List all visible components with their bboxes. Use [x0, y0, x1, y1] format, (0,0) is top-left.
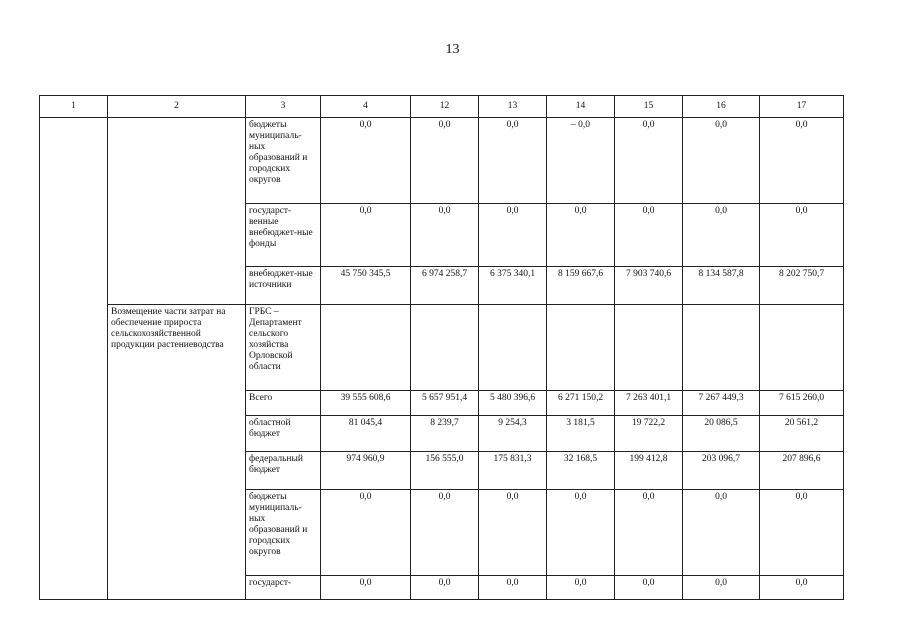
header-cell: 4 — [321, 96, 411, 118]
value-cell: 9 254,3 — [479, 416, 547, 452]
value-cell: 45 750 345,5 — [321, 267, 411, 305]
value-cell: 0,0 — [321, 490, 411, 576]
value-cell: 0,0 — [760, 490, 844, 576]
value-cell: 203 096,7 — [683, 452, 760, 490]
value-cell: 7 267 449,3 — [683, 391, 760, 416]
value-cell: 8 134 587,8 — [683, 267, 760, 305]
value-cell: 0,0 — [615, 118, 683, 204]
row-number-cell — [40, 118, 108, 600]
value-cell: 81 045,4 — [321, 416, 411, 452]
value-cell — [615, 305, 683, 391]
measure-cell — [108, 118, 246, 305]
value-cell: 199 412,8 — [615, 452, 683, 490]
value-cell: 0,0 — [411, 490, 479, 576]
source-cell: областной бюджет — [246, 416, 321, 452]
table-row — [40, 305, 844, 391]
value-cell: 0,0 — [321, 576, 411, 600]
value-cell: 0,0 — [760, 118, 844, 204]
value-cell: 0,0 — [615, 490, 683, 576]
value-cell: 20 086,5 — [683, 416, 760, 452]
value-cell: 0,0 — [411, 576, 479, 600]
value-cell: 0,0 — [683, 204, 760, 267]
value-cell: 0,0 — [321, 118, 411, 204]
source-cell: внебюджет-ные источники — [246, 267, 321, 305]
value-cell — [321, 305, 411, 391]
value-cell: 207 896,6 — [760, 452, 844, 490]
header-cell: 14 — [547, 96, 615, 118]
measure-cell: Возмещение части затрат на обеспечение прироста сельскохозяйственной продукции растениеводства — [108, 305, 246, 600]
value-cell: 156 555,0 — [411, 452, 479, 490]
value-cell: 0,0 — [547, 204, 615, 267]
value-cell: 6 271 150,2 — [547, 391, 615, 416]
value-cell: 6 375 340,1 — [479, 267, 547, 305]
value-cell: 39 555 608,6 — [321, 391, 411, 416]
value-cell — [411, 305, 479, 391]
table-row — [40, 118, 844, 204]
header-cell: 1 — [40, 96, 108, 118]
value-cell: 0,0 — [411, 204, 479, 267]
value-cell: 20 561,2 — [760, 416, 844, 452]
budget-table — [39, 95, 844, 600]
value-cell — [760, 305, 844, 391]
value-cell: 175 831,3 — [479, 452, 547, 490]
value-cell: – 0,0 — [547, 118, 615, 204]
source-cell: государст- — [246, 576, 321, 600]
value-cell: 7 615 260,0 — [760, 391, 844, 416]
source-cell: государст-венные внебюджет-ные фонды — [246, 204, 321, 267]
value-cell: 7 903 740,6 — [615, 267, 683, 305]
header-cell: 3 — [246, 96, 321, 118]
value-cell: 0,0 — [479, 118, 547, 204]
header-cell: 13 — [479, 96, 547, 118]
source-cell: ГРБС – Департамент сельского хозяйства Орловской области — [246, 305, 321, 391]
value-cell — [683, 305, 760, 391]
header-cell: 17 — [760, 96, 844, 118]
value-cell: 0,0 — [547, 576, 615, 600]
value-cell: 6 974 258,7 — [411, 267, 479, 305]
value-cell: 8 202 750,7 — [760, 267, 844, 305]
value-cell: 0,0 — [321, 204, 411, 267]
header-row — [40, 96, 844, 118]
source-cell: федеральный бюджет — [246, 452, 321, 490]
value-cell: 0,0 — [683, 490, 760, 576]
header-cell: 12 — [411, 96, 479, 118]
value-cell: 5 480 396,6 — [479, 391, 547, 416]
value-cell: 0,0 — [547, 490, 615, 576]
value-cell — [479, 305, 547, 391]
source-cell: Всего — [246, 391, 321, 416]
value-cell — [547, 305, 615, 391]
value-cell: 8 239,7 — [411, 416, 479, 452]
value-cell: 0,0 — [479, 490, 547, 576]
value-cell: 19 722,2 — [615, 416, 683, 452]
header-cell: 2 — [108, 96, 246, 118]
value-cell: 0,0 — [615, 204, 683, 267]
value-cell: 0,0 — [683, 118, 760, 204]
source-cell: бюджеты муниципаль-ных образований и городских округов — [246, 490, 321, 576]
page-number: 13 — [445, 42, 460, 57]
value-cell: 7 263 401,1 — [615, 391, 683, 416]
value-cell: 0,0 — [479, 576, 547, 600]
value-cell: 3 181,5 — [547, 416, 615, 452]
source-cell: бюджеты муниципаль-ных образований и городских округов — [246, 118, 321, 204]
value-cell: 0,0 — [411, 118, 479, 204]
value-cell: 32 168,5 — [547, 452, 615, 490]
value-cell: 0,0 — [615, 576, 683, 600]
value-cell: 0,0 — [683, 576, 760, 600]
value-cell: 0,0 — [760, 204, 844, 267]
value-cell: 0,0 — [479, 204, 547, 267]
header-cell: 15 — [615, 96, 683, 118]
value-cell: 0,0 — [760, 576, 844, 600]
value-cell: 5 657 951,4 — [411, 391, 479, 416]
header-cell: 16 — [683, 96, 760, 118]
value-cell: 974 960,9 — [321, 452, 411, 490]
value-cell: 8 159 667,6 — [547, 267, 615, 305]
